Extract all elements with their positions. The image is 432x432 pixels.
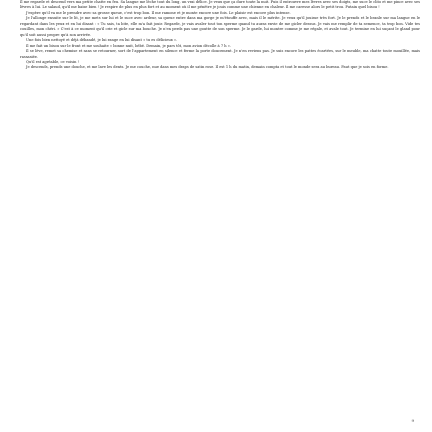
paragraph-3: Je l'allonge ensuite sur le lit, je me mets sur lui et le suce avec ardeur, sa queue entre dans ma gorge je m'étouffe avec, mais il le mérite. Je veux qu'il jouisse très fort. Je le prends et le branle sur ma langue en le regardant dans les yeux et en lui disant : « Tu sais, ta bite, elle m'a fait jouir. Regarde, je vais avaler tout ton sperme quand tu auras envie de me gicler dessus. Je vais me remplir de ta semence, ta trop bon. Vide tes couilles, mon chéri. » C'est à ce moment qu'il crie et gicle sur ma bouche. Je n'en perds pas une goutte de son sperme. Je le garde, lui montre comme je me régale, et avale tout. Je termine en lui suçant le gland pour qu'il soit aussi propre qu'à son arrivée. (20, 16, 420, 37)
page-number: 9 (411, 418, 414, 423)
paragraph-6: Il se lève, remet sa chemise et sans se retourner, sort de l'appartement en silence et ferme la porte doucement. Je n'en reviens pas. Je suis encore les pattes écartées, sur le meuble, ma chatte toute mouillée, mais rassasiée. (20, 49, 420, 59)
paragraph-8: Je descends, prends une douche, et me lave les dents. Je me couche, nue dans mes draps de satin rose. Il est 1 h du matin, demain compta et tout le monde sera au bureau. Faut que je sois en forme. (26, 65, 389, 70)
paragraph-1: Il me regarde et descend vers ma petite chatte en feu. Sa langue me lèche tout du long, un vrai délice. Je veux que ça dure toute la nuit. Puis il entrouvre mes lèvres avec ses doigts, me suce le clito et me pince avec ses lèvres à lui. Le salaud, qu'il me baise bien ! Je respire de plus en plus fort et au moment où il me pénètre je jouis comme une chienne en chaleur. Il me caresse alors le petit trou. Putain quel bisou ! (20, 0, 420, 10)
paragraph-2: J'espère qu'il va me le prendre avec sa grosse queue, c'est trop bon. Il me ramone et je monte encore une fois. Le plaisir est encore plus intense. (26, 10, 291, 15)
paragraph-4: Une fois bien nettoyé et déjà débandé, je lui range en lui disant « tu es délicieux ». (26, 38, 178, 43)
paragraph-7: Qu'il est agréable, ce voisin ! (26, 59, 80, 64)
document-page (20, 0, 420, 432)
paragraph-5: Il me fait un bisou sur le front et me souhaite « bonne nuit, bébé. Demain, je pars tôt, mon avion décolle à 7 h ». (26, 43, 232, 48)
